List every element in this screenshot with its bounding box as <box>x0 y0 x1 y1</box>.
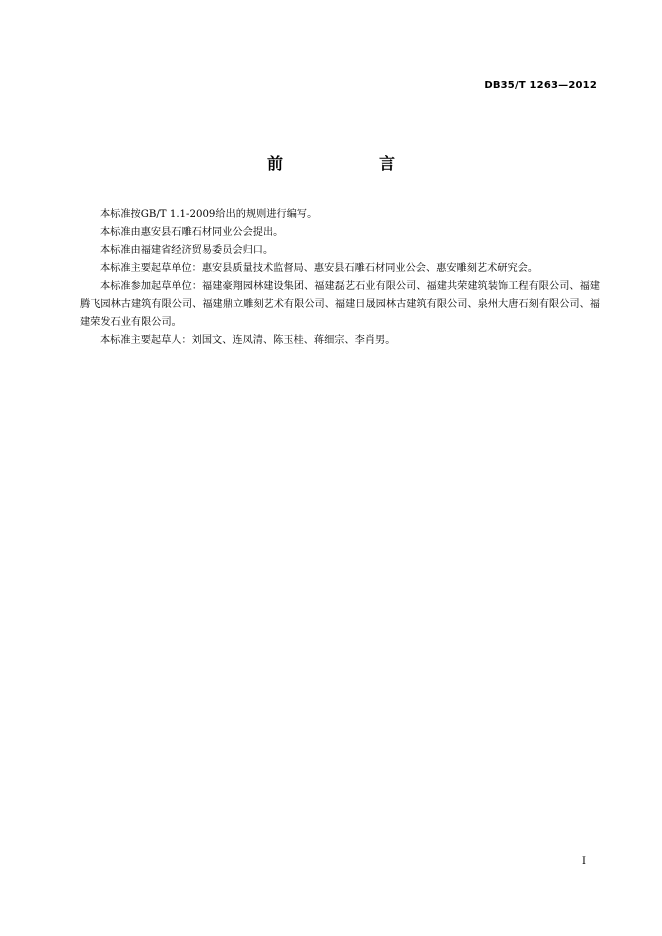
paragraph-proposer: 本标准由惠安县石雕石材同业公会提出。 <box>100 227 284 238</box>
paragraph-main-drafting-units: 本标准主要起草单位：惠安县质量技术监督局、惠安县石雕石材同业公会、惠安雕刻艺术研究会。 <box>100 263 539 274</box>
standard-code: DB35/T 1263—2012 <box>484 80 597 91</box>
paragraph-drafting-rules: 本标准按GB/T 1.1-2009给出的规则进行编写。 <box>100 209 318 220</box>
page-number: I <box>582 856 586 867</box>
foreword-body <box>80 206 600 350</box>
page-title: 前 言 <box>266 154 435 173</box>
paragraph-participating-units: 本标准参加起草单位：福建豪翔园林建设集团、福建磊艺石业有限公司、福建共荣建筑装饰工程有限公司、福建腾飞园林古建筑有限公司、福建鼎立雕刻艺术有限公司、福建日晟园林古建筑有限公司、泉州大唐石刻有限公司、福建荣发石业有限公司。 <box>80 281 600 328</box>
paragraph-administrator: 本标准由福建省经济贸易委员会归口。 <box>100 245 274 256</box>
paragraph-main-drafters: 本标准主要起草人：刘国文、连凤清、陈玉桂、蒋细宗、李肖男。 <box>100 335 396 346</box>
